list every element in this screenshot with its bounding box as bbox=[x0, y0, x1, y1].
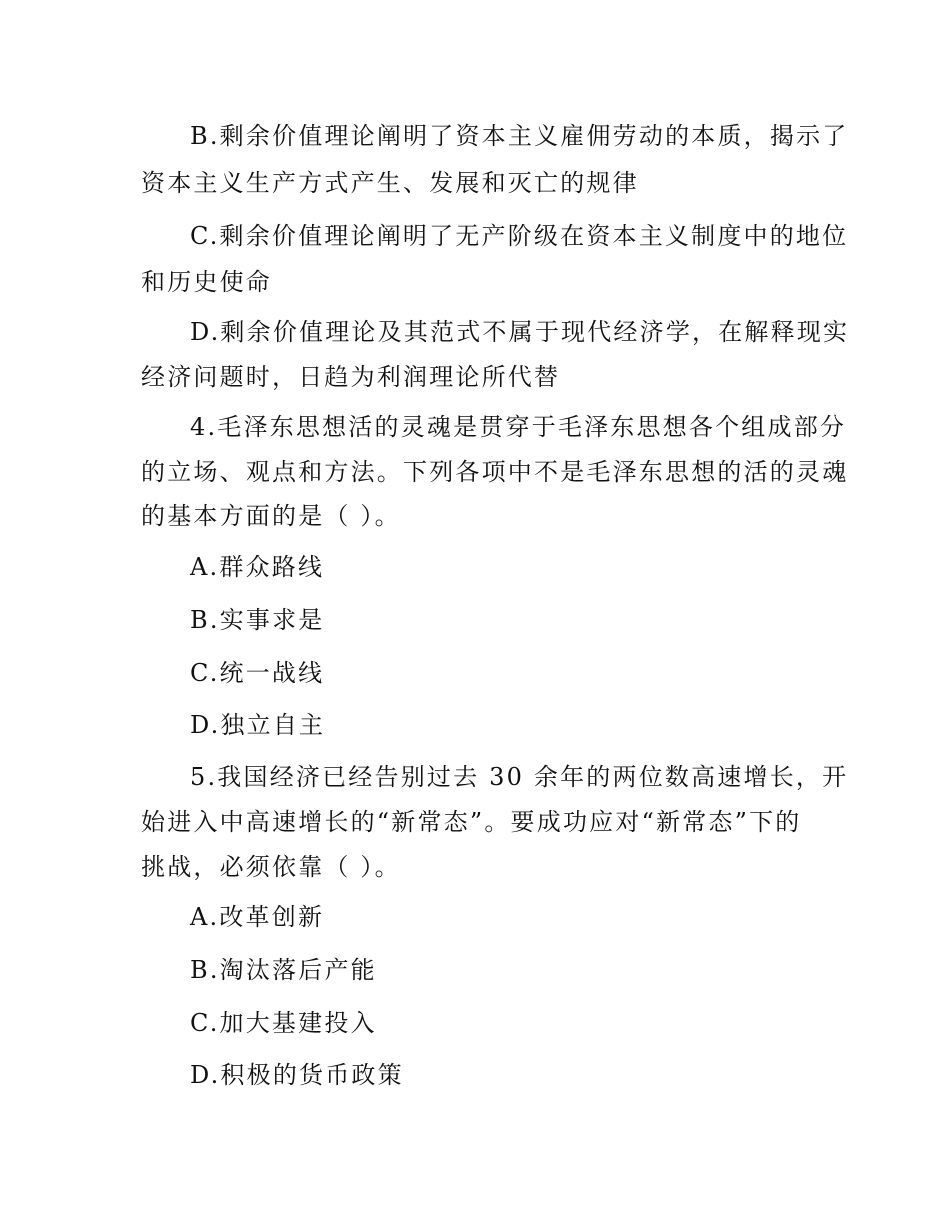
q4-option-b: B.实事求是 bbox=[190, 606, 325, 634]
q5-option-c: C.加大基建投入 bbox=[190, 1009, 377, 1037]
q4-option-c: C.统一战线 bbox=[190, 659, 325, 687]
q5-question-line3: 挑战，必须依靠（ ）。 bbox=[141, 853, 401, 881]
q5-option-a: A.改革创新 bbox=[190, 903, 325, 931]
q4-question-line3: 的基本方面的是（ ）。 bbox=[141, 502, 401, 530]
q5-option-d: D.积极的货币政策 bbox=[190, 1061, 404, 1089]
q5-question-line1: 5.我国经济已经告别过去 30 余年的两位数高速增长，开 bbox=[190, 763, 849, 791]
q3-option-b-line2: 资本主义生产方式产生、发展和灭亡的规律 bbox=[141, 169, 639, 197]
q3-option-b-line1: B.剩余价值理论阐明了资本主义雇佣劳动的本质，揭示了 bbox=[190, 122, 849, 150]
q3-option-c-line2: 和历史使命 bbox=[141, 268, 272, 296]
q3-option-d-line1: D.剩余价值理论及其范式不属于现代经济学，在解释现实 bbox=[190, 318, 850, 346]
q3-option-d-line2: 经济问题时，日趋为利润理论所代替 bbox=[141, 363, 561, 391]
q5-option-b: B.淘汰落后产能 bbox=[190, 956, 377, 984]
q4-option-d: D.独立自主 bbox=[190, 711, 326, 739]
q5-question-line2: 始进入中高速增长的“新常态”。要成功应对“新常态”下的 bbox=[141, 808, 802, 836]
q4-question-line1: 4.毛泽东思想活的灵魂是贯穿于毛泽东思想各个组成部分 bbox=[190, 413, 847, 441]
q4-question-line2: 的立场、观点和方法。下列各项中不是毛泽东思想的活的灵魂 bbox=[141, 458, 849, 486]
q4-option-a: A.群众路线 bbox=[190, 553, 325, 581]
q3-option-c-line1: C.剩余价值理论阐明了无产阶级在资本主义制度中的地位 bbox=[190, 222, 849, 250]
